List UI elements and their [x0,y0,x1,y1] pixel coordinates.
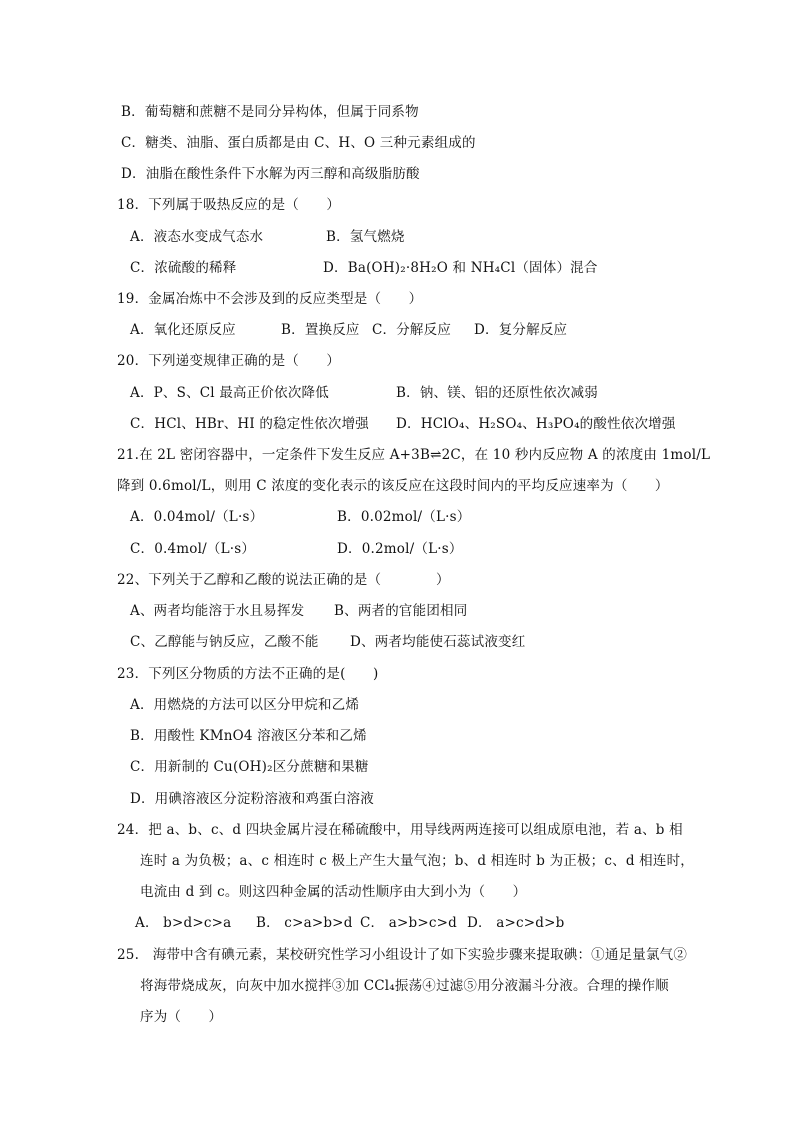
q19-option-d: D．复分解反应 [474,322,568,338]
q19-option-c: C．分解反应 [372,322,452,338]
q24-option-b: B． c>a>b>d [256,915,353,931]
q21-option-b: B．0.02mol/（L·s） [337,509,471,525]
question-24-stem-line2: 连时 a 为负极；a、c 相连时 c 极上产生大量气泡；b、d 相连时 b 为正极；c、d 相连时， [140,853,694,869]
question-19-stem: 19．金属冶炼中不会涉及到的反应类型是（ ） [117,291,423,307]
question-25-stem-line2: 将海带烧成灰，向灰中加水搅拌③加 CCl₄振荡④过滤⑤用分液漏斗分液。合理的操作顺 [140,978,669,994]
q22-option-b: B、两者的官能团相同 [334,603,468,619]
question-22-stem: 22、下列关于乙醇和乙酸的说法正确的是（ ） [117,572,450,588]
q23-option-c: C．用新制的 Cu(OH)₂区分蔗糖和果糖 [130,759,369,775]
q19-option-a: A．氧化还原反应 [130,322,236,338]
q18-option-c: C．浓硫酸的稀释 [130,260,237,276]
question-24-stem-line3: 电流由 d 到 c。则这四种金属的活动性顺序由大到小为（ ） [140,884,527,900]
q23-option-d: D．用碘溶液区分淀粉溶液和鸡蛋白溶液 [130,791,374,807]
q22-option-a: A、两者均能溶于水且易挥发 [130,603,305,619]
question-21-stem-line2: 降到 0.6mol/L，则用 C 浓度的变化表示的该反应在这段时间内的平均反应速率为（ ） [117,478,669,494]
question-21-stem-line1: 21.在 2L 密闭容器中，一定条件下发生反应 A+3B⇌2C，在 10 秒内反应物 A 的浓度由 1mol/L [117,447,711,463]
option-b-prev: B．葡萄糖和蔗糖不是同分异构体，但属于同系物 [121,104,419,120]
question-18-stem: 18．下列属于吸热反应的是（ ） [117,197,341,213]
question-25-stem-line3: 序为（ ） [140,1009,223,1025]
q23-option-b: B．用酸性 KMnO4 溶液区分苯和乙烯 [130,728,367,744]
question-20-stem: 20．下列递变规律正确的是（ ） [117,353,341,369]
q24-option-c: C． a>b>c>d [360,915,457,931]
q24-option-a: A． b>d>c>a [135,915,232,931]
question-24-stem-line1: 24．把 a、b、c、d 四块金属片浸在稀硫酸中，用导线两两连接可以组成原电池，若 a、b 相 [117,822,683,838]
q21-option-c: C．0.4mol/（L·s） [130,541,256,557]
question-23-stem: 23．下列区分物质的方法不正确的是( ) [117,666,379,682]
q24-option-d: D． a>c>d>b [467,915,565,931]
q18-option-d: D．Ba(OH)₂·8H₂O 和 NH₄Cl（固体）混合 [323,260,598,276]
q18-option-b: B．氢气燃烧 [326,229,405,245]
q22-option-d: D、两者均能使石蕊试液变红 [350,634,526,650]
q21-option-d: D．0.2mol/（L·s） [337,541,463,557]
option-c-prev: C．糖类、油脂、蛋白质都是由 C、H、O 三种元素组成的 [121,135,476,151]
q22-option-c: C、乙醇能与钠反应，乙酸不能 [130,634,319,650]
q21-option-a: A．0.04mol/（L·s） [130,509,264,525]
q20-option-b: B．钠、镁、铝的还原性依次减弱 [396,385,598,401]
q23-option-a: A．用燃烧的方法可以区分甲烷和乙烯 [130,697,360,713]
q20-option-a: A．P、S、Cl 最高正价依次降低 [130,385,329,401]
q20-option-d: D．HClO₄、H₂SO₄、H₃PO₄的酸性依次增强 [396,416,676,432]
option-d-prev: D．油脂在酸性条件下水解为丙三醇和高级脂肪酸 [121,166,420,182]
question-25-stem-line1: 25. 海带中含有碘元素，某校研究性学习小组设计了如下实验步骤来提取碘：①通足量氯气② [117,947,688,963]
q19-option-b: B．置换反应 [281,322,360,338]
q20-option-c: C．HCl、HBr、HI 的稳定性依次增强 [130,416,369,432]
q18-option-a: A．液态水变成气态水 [130,229,264,245]
